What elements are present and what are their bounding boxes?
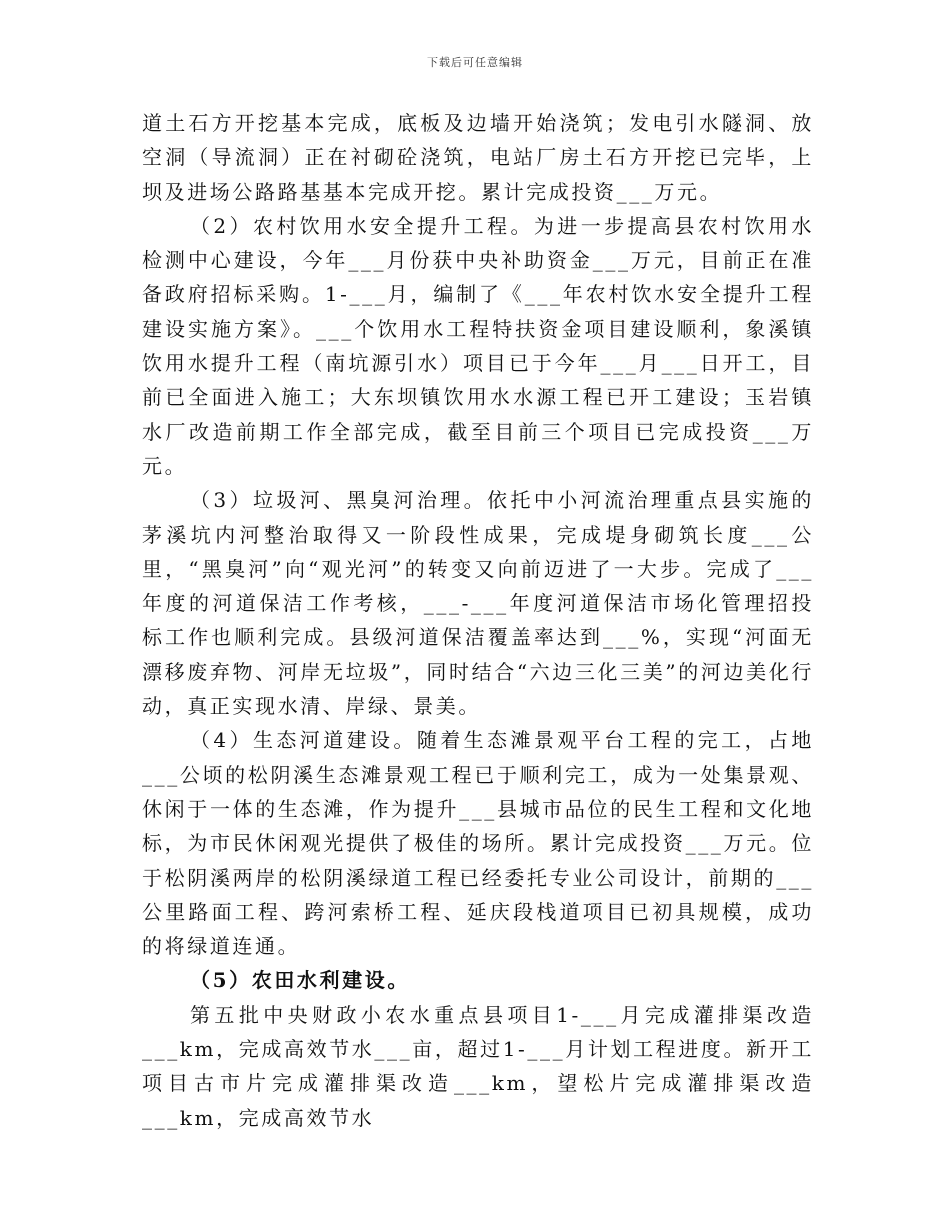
paragraph-river-governance: （3）垃圾河、黑臭河治理。依托中小河流治理重点县实施的茅溪坑内河整治取得又一阶段性成果，完成堤身砌筑长度___公里，“黑臭河”向“观光河”的转变又向前迈进了一大步。完成了___年度的河道保洁工作考核，___-___年度河道保洁市场化管理招投标工作也顺利完成。县级河道保洁覆盖率达到___%，实现“河面无漂移废弃物、河岸无垃圾”，同时结合“六边三化三美”的河边美化行动，真正实现水清、岸绿、景美。 <box>142 488 814 719</box>
document-body <box>142 106 814 1135</box>
paragraph-continuation: 道土石方开挖基本完成，底板及边墙开始浇筑；发电引水隧洞、放空洞（导流洞）正在衬砌砼浇筑，电站厂房土石方开挖已完毕，上坝及进场公路路基基本完成开挖。累计完成投资___万元。 <box>142 111 814 204</box>
section-heading-farmland: （5）农田水利建设。 <box>190 968 410 993</box>
paragraph-drinking-water: （2）农村饮用水安全提升工程。为进一步提高县农村饮用水检测中心建设，今年___月份获中央补助资金___万元，目前正在准备政府招标采购。1-___月，编制了《___年农村饮水安全提升工程建设实施方案》。___个饮用水工程特扶资金项目建设顺利，象溪镇饮用水提升工程（南坑源引水）项目已于今年___月___日开工，目前已全面进入施工；大东坝镇饮用水水源工程已开工建设；玉岩镇水厂改造前期工作全部完成，截至目前三个项目已完成投资___万元。 <box>142 213 814 478</box>
page-header: 下载后可任意编辑 <box>427 56 523 69</box>
paragraph-ecological-river: （4）生态河道建设。随着生态滩景观平台工程的完工，占地___公顷的松阴溪生态滩景观工程已于顺利完工，成为一处集景观、休闲于一体的生态滩，作为提升___县城市品位的民生工程和文化地标，为市民休闲观光提供了极佳的场所。累计完成投资___万元。位于松阴溪两岸的松阴溪绿道工程已经委托专业公司设计，前期的___公里路面工程、跨河索桥工程、延庆段栈道项目已初具规模，成功的将绿道连通。 <box>142 728 814 959</box>
paragraph-farmland: 第五批中央财政小农水重点县项目1-___月完成灌排渠改造___km，完成高效节水___亩，超过1-___月计划工程进度。新开工项目古市片完成灌排渠改造___km，望松片完成灌排渠改造___km，完成高效节水 <box>142 1002 814 1130</box>
